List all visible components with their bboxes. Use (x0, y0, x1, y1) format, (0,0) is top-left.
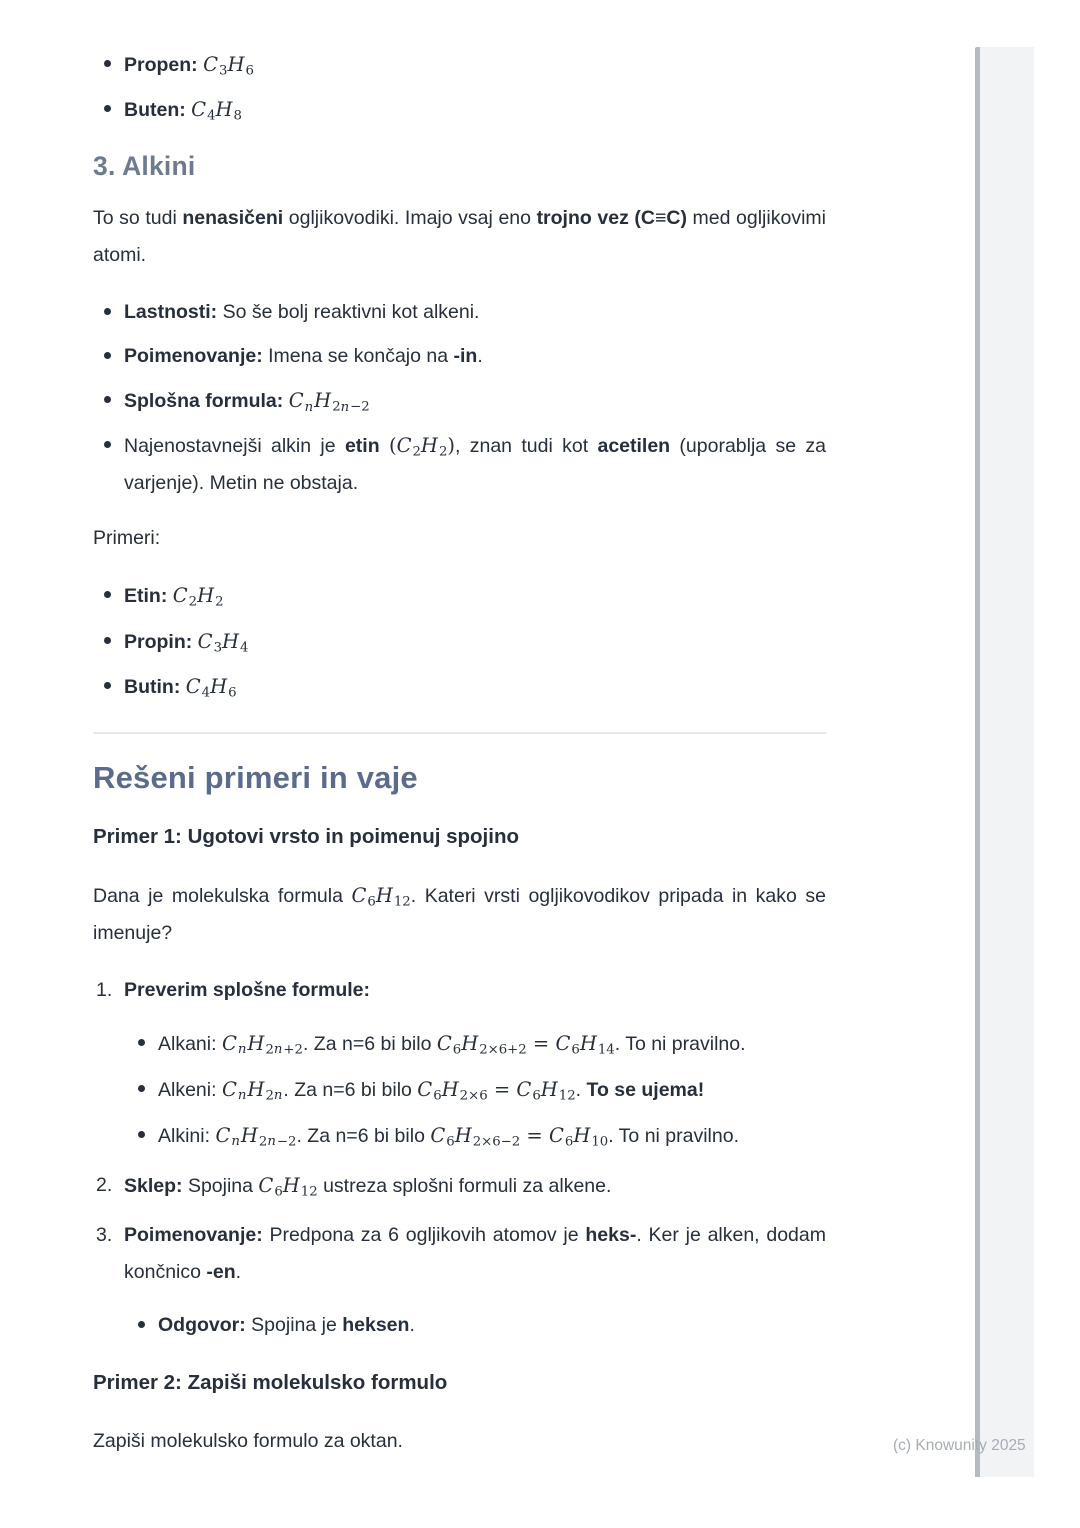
list-item-propin: Propin: $C_3H_4$ (124, 623, 826, 661)
step-number: 1. (96, 978, 113, 1001)
list-item-lastnosti: Lastnosti: So še bolj reaktivni kot alkeni. (124, 294, 826, 331)
step-item-sklep (93, 1167, 826, 1205)
primer2-title: Primer 2: Zapiši molekulsko formulo (93, 1371, 448, 1395)
list-item-alkani-check: Alkani: $C_nH_{2n+2}$. Za n=6 bi bilo $C_6H_{2\times 6+2} = C_6H_{14}$. To ni pravilno. (158, 1025, 826, 1063)
primer1-title: Primer 1: Ugotovi vrsto in poimenuj spojino (93, 824, 519, 848)
list-item-butin: Butin: $C_4H_6$ (124, 668, 826, 706)
step-number: 2. (96, 1173, 113, 1196)
list-item-buten: Buten: $C_4H_8$ (124, 91, 826, 129)
formula-check-list (124, 1025, 826, 1155)
alkini-properties-list (93, 294, 826, 502)
step-body: Poimenovanje: Predpona za 6 ogljikovih atomov je heks-. Ker je alken, dodam končnico -en. (124, 1223, 826, 1283)
list-item-alkini-check: Alkini: $C_nH_{2n-2}$. Za n=6 bi bilo $C_6H_{2\times 6-2} = C_6H_{10}$. To ni pravilno. (158, 1117, 826, 1155)
alkeni-examples-list (93, 46, 826, 129)
list-item-splosna-formula: Splošna formula: $C_nH_{2n-2}$ (124, 382, 826, 420)
list-item-etin: Etin: $C_2H_2$ (124, 577, 826, 615)
primeri-label: Primeri: (93, 527, 161, 550)
section-heading-alkini: 3. Alkini (93, 151, 196, 182)
step-body: Sklep: Spojina $C_6H_{12}$ ustreza splošni formuli za alkene. (124, 1173, 612, 1200)
document-content (93, 0, 826, 1480)
list-item-poimenovanje: Poimenovanje: Imena se končajo na -in. (124, 338, 826, 375)
step-label: Preverim splošne formule: (124, 978, 370, 1001)
step-item-preverim (93, 972, 826, 1155)
step-number: 3. (96, 1223, 113, 1246)
list-item-alkeni-check: Alkeni: $C_nH_{2n}$. Za n=6 bi bilo $C_6H_{2\times 6} = C_6H_{12}$. To se ujema! (158, 1071, 826, 1109)
alkini-intro-paragraph: To so tudi nenasičeni ogljikovodiki. Imajo vsaj eno trojno vez (C≡C) med ogljikovimi atomi. (93, 207, 826, 267)
primer2-body: Zapiši molekulsko formulo za oktan. (93, 1429, 403, 1452)
list-item-najenostavnejsi: Najenostavnejši alkin je etin $(C_2H_2)$, znan tudi kot acetilen (uporablja se za varjenje). Metin ne obstaja. (124, 427, 826, 502)
section-divider (93, 732, 826, 734)
copyright-watermark: (c) Knowunity 2025 (893, 1437, 1026, 1454)
list-item-propen: Propen: $C_3H_6$ (124, 46, 826, 84)
list-item-odgovor: Odgovor: Spojina je heksen. (158, 1307, 826, 1344)
page-title-reseni-primeri: Rešeni primeri in vaje (93, 759, 418, 795)
alkini-examples-list (93, 577, 826, 705)
primer1-intro-paragraph: Dana je molekulska formula $C_6H_{12}$. Kateri vrsti ogljikovodikov pripada in kako se imenuje? (93, 883, 827, 944)
step-item-poimenovanje (93, 1217, 826, 1344)
primer1-steps-list (93, 972, 826, 1344)
next-page-edge[interactable] (975, 47, 1034, 1477)
answer-list (124, 1307, 826, 1344)
